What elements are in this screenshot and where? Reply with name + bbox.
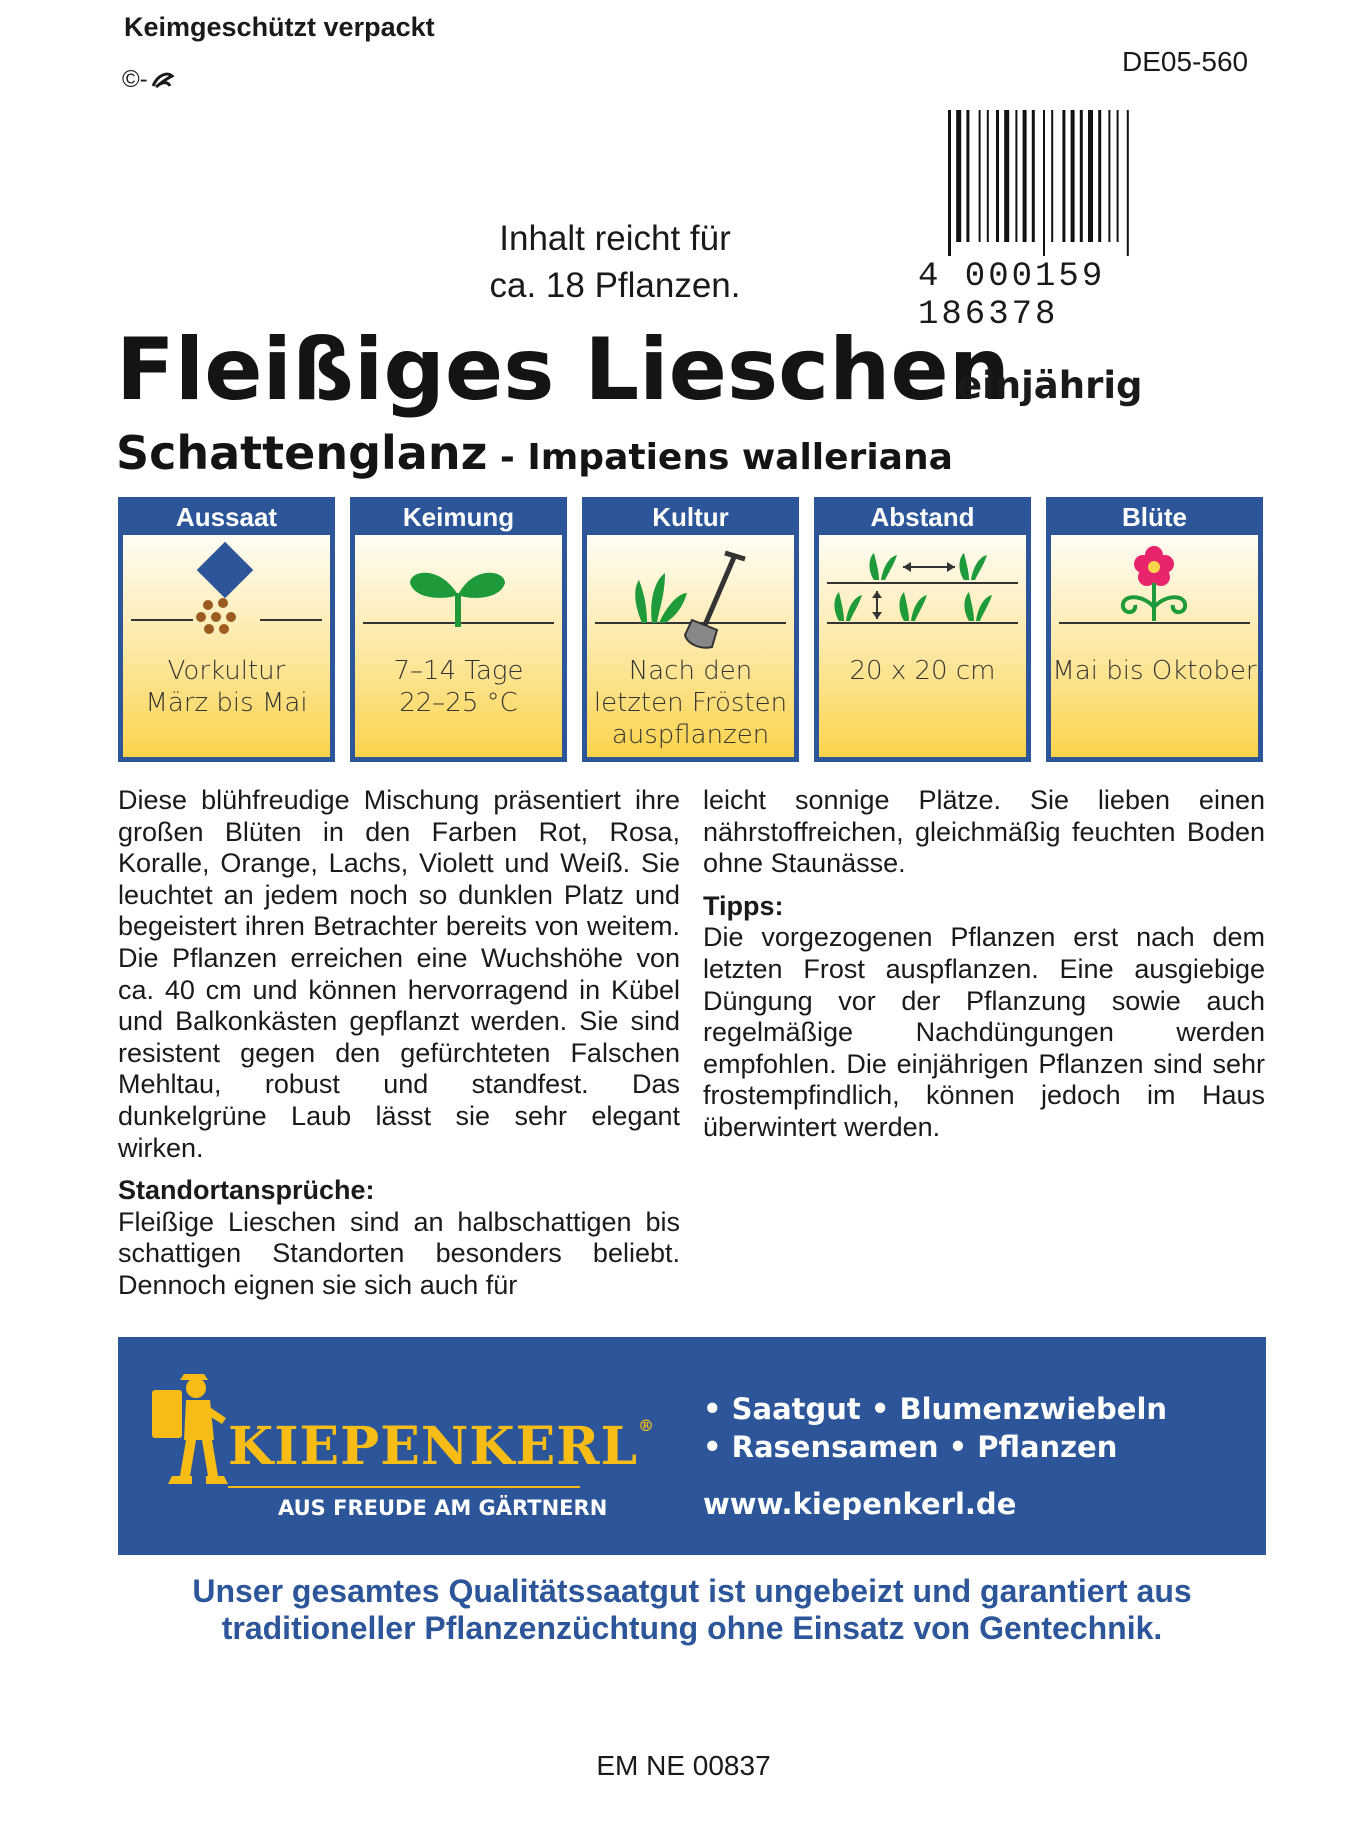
info-box-panel <box>819 535 1026 757</box>
info-box-panel <box>587 535 794 757</box>
copyright-text: ©- <box>122 66 148 93</box>
packaging-note: Keimgeschützt verpackt <box>124 12 435 42</box>
sowing-icon <box>123 535 330 653</box>
info-box-panel <box>355 535 562 757</box>
info-line-2: 22–25 °C <box>399 688 518 718</box>
info-line-1: Vorkultur <box>167 656 286 686</box>
info-box-spacing <box>814 497 1031 762</box>
info-box-panel <box>1051 535 1258 757</box>
variety-name: Schattenglanz <box>116 426 488 480</box>
description-right-column <box>703 785 1265 1144</box>
info-box-text <box>1051 655 1258 687</box>
product-subtitle <box>116 426 953 480</box>
spade-icon <box>587 535 794 653</box>
info-line-2: März bis Mai <box>145 688 308 718</box>
info-box-text <box>819 655 1026 687</box>
brand-name <box>228 1416 655 1477</box>
info-box-sowing <box>118 497 335 762</box>
quality-line1: Unser gesamtes Qualitätssaatgut ist ungebeizt und garantiert aus <box>192 1573 1192 1609</box>
info-box-label: Aussaat <box>175 502 278 532</box>
description-left-column <box>118 785 680 1302</box>
info-box-bloom <box>1046 497 1263 762</box>
product-range-line2: • Rasensamen • Pflanzen <box>703 1430 1118 1464</box>
flower-icon <box>1051 535 1258 653</box>
info-box-label: Abstand <box>870 502 975 532</box>
barcode-icon <box>944 110 1244 256</box>
barcode-digits: 4 000159 186378 <box>918 258 1106 334</box>
info-box-label: Keimung <box>402 502 515 532</box>
design-mark-icon <box>150 70 176 90</box>
subtitle-separator: - <box>487 437 528 478</box>
location-heading: Standortansprüche: <box>118 1175 375 1206</box>
tips-heading: Tipps: <box>703 890 784 921</box>
info-box-cultivation <box>582 497 799 762</box>
brand-text: KIEPENKERL <box>228 1416 639 1477</box>
website-link[interactable]: www.kiepenkerl.de <box>703 1487 1017 1521</box>
info-line-1: Nach den <box>628 656 753 686</box>
info-box-text <box>355 655 562 719</box>
info-box-panel <box>123 535 330 757</box>
spacing-icon <box>819 535 1026 653</box>
article-code: DE05-560 <box>1122 46 1249 77</box>
brand-slogan: AUS FREUDE AM GÄRTNERN <box>278 1496 608 1520</box>
seedling-icon <box>355 535 562 653</box>
footer-code: EM NE 00837 <box>596 1750 771 1781</box>
info-line-1: Mai bis Oktober <box>1052 656 1257 686</box>
info-line-3: auspflanzen <box>611 720 770 750</box>
quality-statement <box>118 1573 1266 1647</box>
content-note-line1: Inhalt reicht für <box>499 219 731 258</box>
info-line-2: letzten Frösten <box>593 688 788 718</box>
product-title: Fleißiges Lieschen <box>116 320 1010 420</box>
tips-text: Die vorgezogenen Pflanzen erst nach dem letzten Frost auspflanzen. Eine ausgiebige Düngung vor der Pflanzung sowie auch regelmäßige Nachdüngungen werden empfohlen. Die einjährigen Pflanzen sind sehr frostempfindlich, können jedoch im Haus überwintert werden. <box>703 922 1265 1142</box>
quality-line2: traditioneller Pflanzenzüchtung ohne Einsatz von Gentechnik. <box>221 1610 1163 1646</box>
info-box-text <box>587 655 794 751</box>
registered-mark: ® <box>638 1416 656 1435</box>
info-box-label: Blüte <box>1122 502 1187 532</box>
lifecycle-note: einjährig <box>957 364 1143 407</box>
location-text-part1: Fleißige Lieschen sind an halbschattigen bis schattigen Standorten besonders beliebt. Dennoch eignen sie sich auch für <box>118 1206 680 1300</box>
info-line-1: 7–14 Tage <box>393 656 524 686</box>
latin-name: Impatiens walleriana <box>527 437 953 478</box>
info-box-text <box>123 655 330 719</box>
content-note-line2: ca. 18 Pflanzen. <box>489 266 741 305</box>
info-line-1: 20 x 20 cm <box>849 656 996 686</box>
mascot-logo-icon <box>150 1372 230 1490</box>
info-box-label: Kultur <box>652 502 729 532</box>
product-range-line1: • Saatgut • Blumenzwiebeln <box>703 1392 1168 1426</box>
copyright-mark <box>122 66 176 94</box>
location-text-part2: leicht sonnige Plätze. Sie lieben einen nährstoffreichen, gleichmäßig feuchten Boden ohne Staunässe. <box>703 785 1265 879</box>
brand-divider <box>228 1486 580 1488</box>
info-box-germination <box>350 497 567 762</box>
description-intro: Diese blühfreudige Mischung präsentiert ihre großen Blüten in den Farben Rot, Rosa, Koralle, Orange, Lachs, Violett und Weiß. Sie leuchtet an jedem noch so dunklen Platz und begeistert ihren Betrachter bereits von weitem. Die Pflanzen erreichen eine Wuchshöhe von ca. 40 cm und können hervorragend in Kübel und Balkonkästen gepflanzt werden. Sie sind resistent gegen den gefürchteten Falschen Mehltau, robust und standfest. Das dunkelgrüne Laub lässt sie sehr elegant wirken. <box>118 785 680 1163</box>
content-note <box>440 215 790 309</box>
